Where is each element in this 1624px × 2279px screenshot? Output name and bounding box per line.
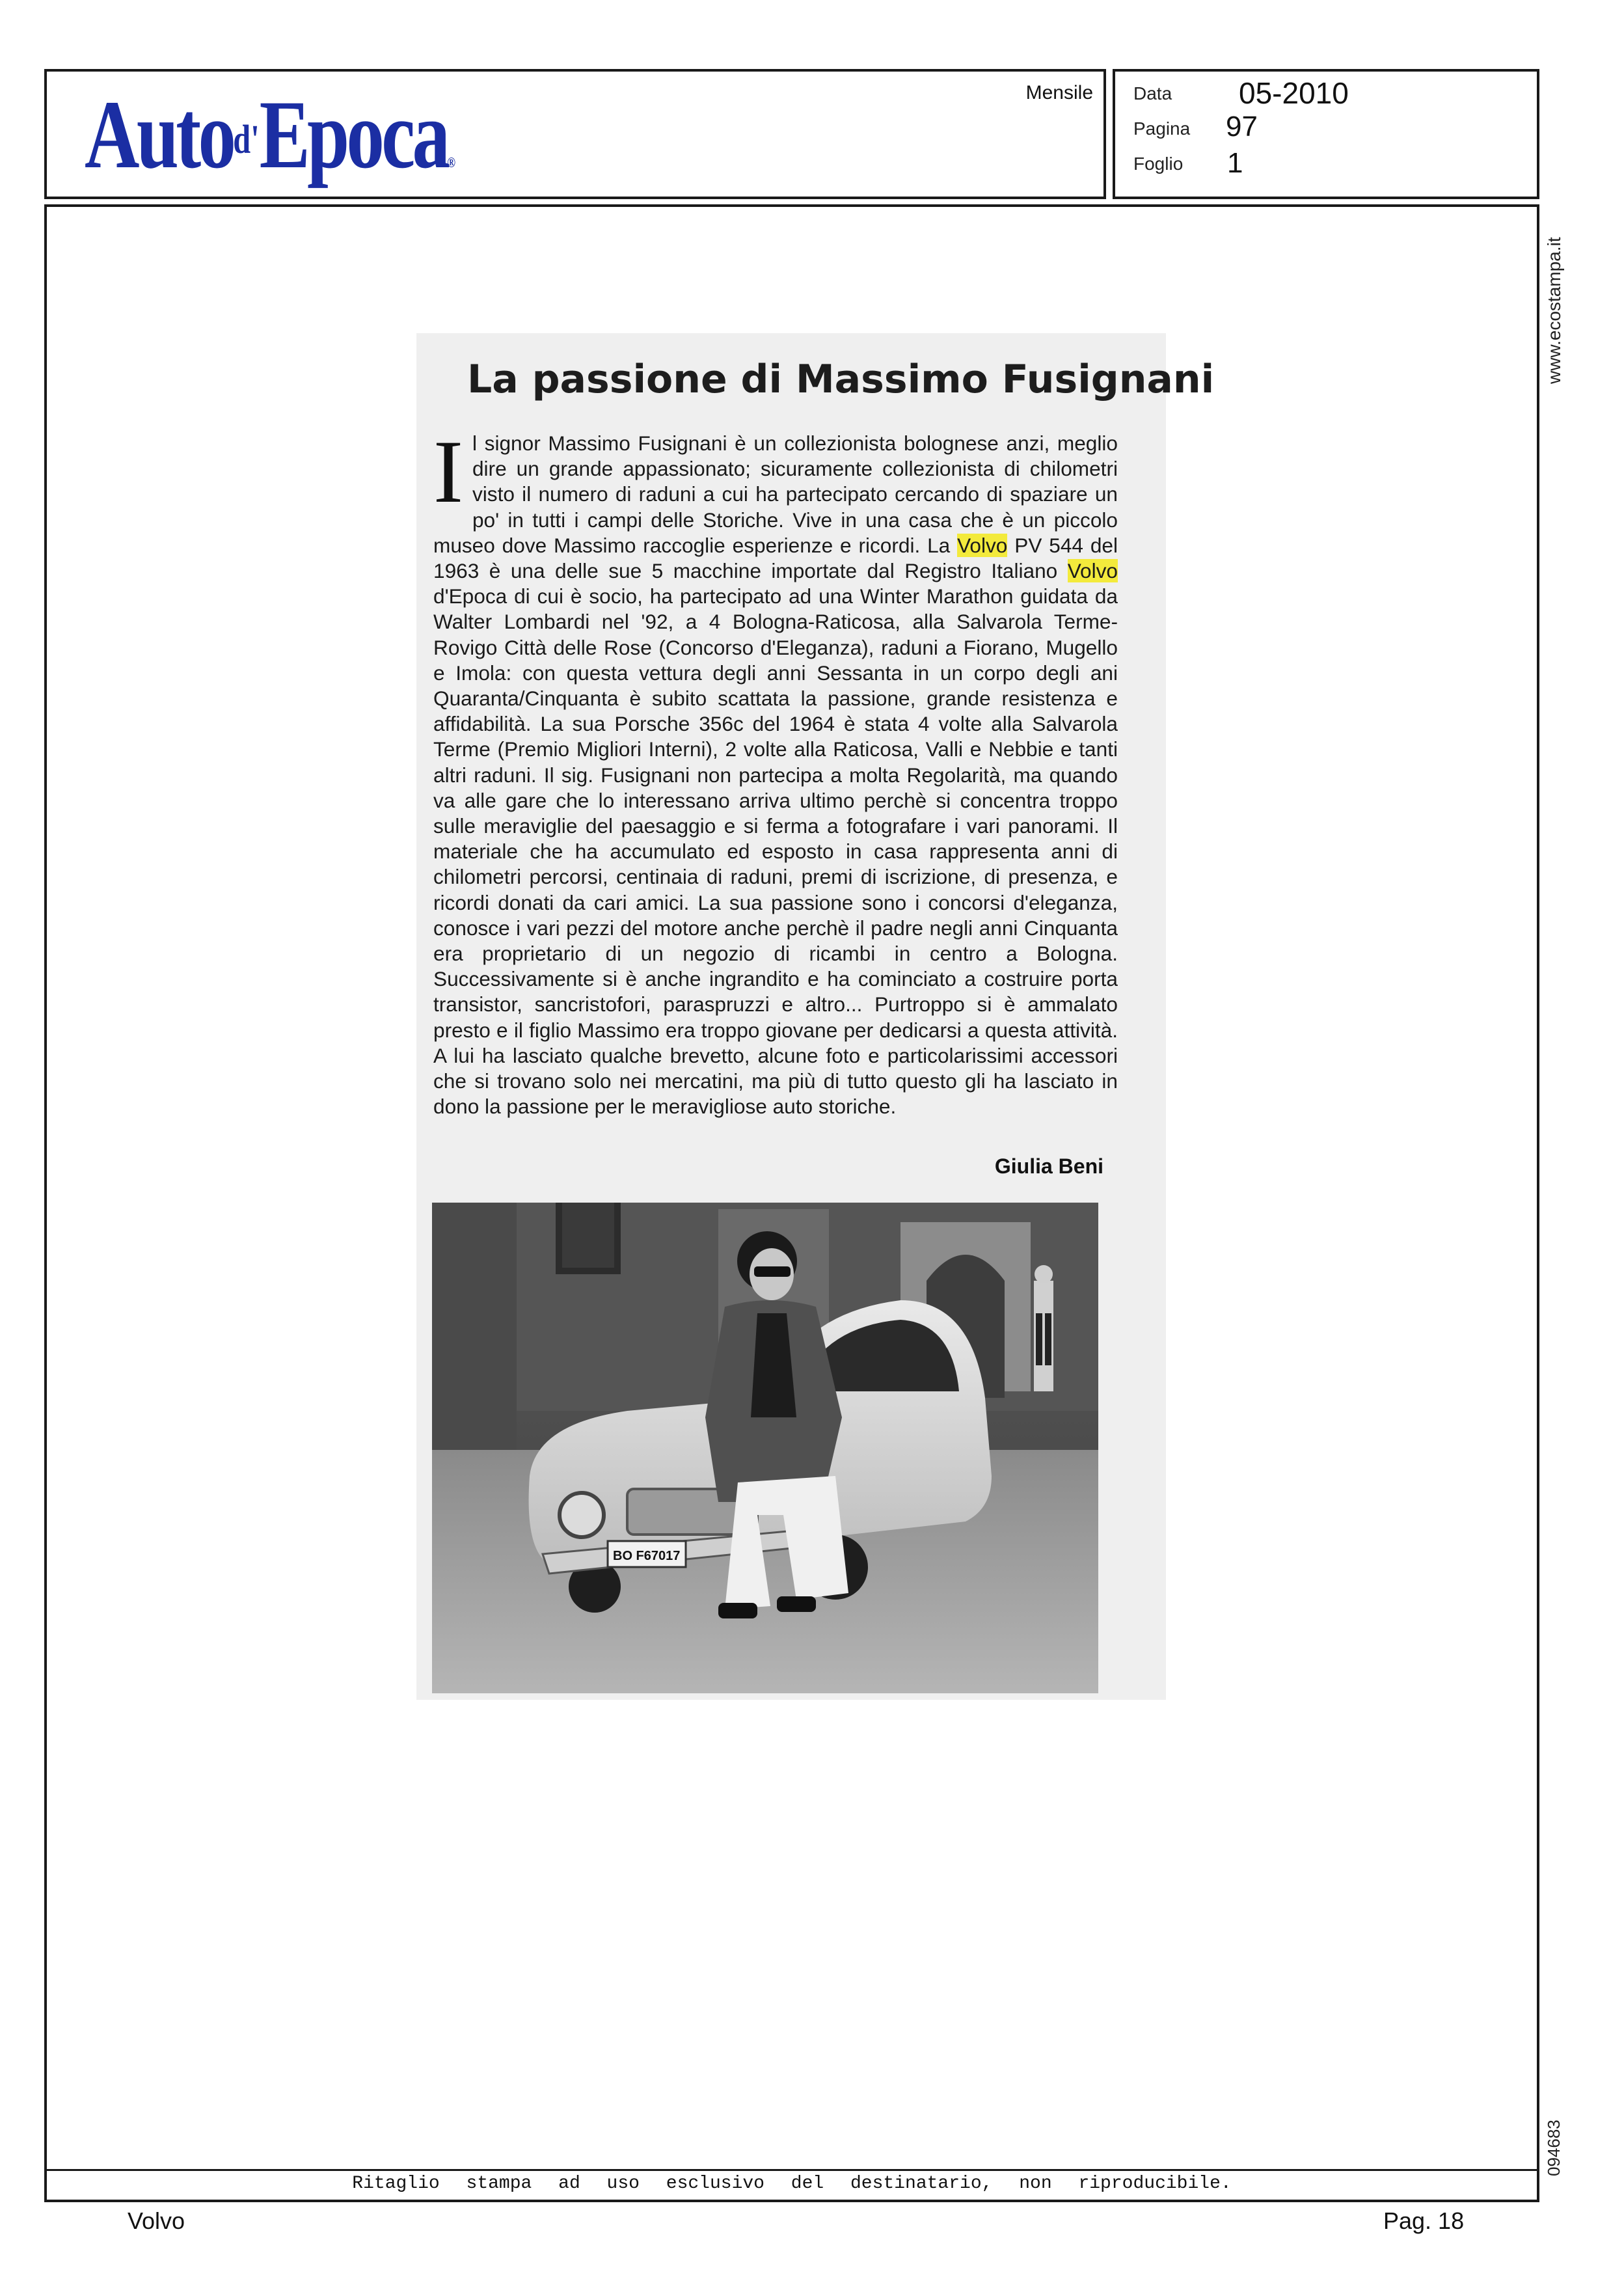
footer-page-number: Pag. 18	[1383, 2207, 1465, 2234]
highlight-volvo: Volvo	[957, 533, 1008, 557]
article-author: Giulia Beni	[994, 1154, 1103, 1178]
data-value: 05-2010	[1239, 76, 1349, 110]
highlight-volvo: Volvo	[1067, 559, 1118, 583]
article-title: La passione di Massimo Fusignani	[467, 357, 1215, 402]
footer-topic: Volvo	[128, 2207, 185, 2234]
license-plate: BO F67017	[613, 1549, 681, 1563]
website-vertical: www.ecostampa.it	[1544, 237, 1564, 384]
foglio-label: Foglio	[1133, 154, 1184, 174]
publication-logo: Auto$^{d'}$Epoca®	[85, 81, 456, 189]
pagina-value: 97	[1226, 111, 1258, 143]
data-label: Data	[1133, 83, 1172, 103]
drop-cap: I	[433, 422, 463, 521]
frequency-label: Mensile	[1025, 82, 1093, 103]
reproduction-notice-bar	[47, 2169, 1537, 2200]
header-masthead	[44, 69, 1106, 199]
header-metadata	[1113, 69, 1539, 199]
pagina-label: Pagina	[1133, 118, 1191, 139]
article-clipping	[416, 333, 1215, 1700]
archive-code-vertical: 094683	[1544, 2120, 1563, 2176]
article-photo	[432, 1203, 1098, 1693]
foglio-value: 1	[1227, 147, 1243, 179]
reproduction-notice: Ritaglio stampa ad uso esclusivo del destinatario, non riproducibile.	[352, 2174, 1232, 2194]
article-body: Il signor Massimo Fusignani è un collezionista bolognese anzi, meglio dire un grande appassionato; sicuramente collezionista di chilometri visto il numero di raduni a cui ha partecipato cercando di spaziare un po' in tutti i campi delle Storiche. Vive in una casa che è un piccolo museo dove Massimo raccoglie esperienze e ricordi. La Volvo PV 544 del 1963 è una delle sue 5 macchine importate dal Registro Italiano Volvo d'Epoca di cui è socio, ha partecipato ad una Winter Marathon guidata da Walter Lombardi nel '92, a 4 Bologna-Raticosa, alla Salvarola Terme-Rovigo Città delle Rose (Concorso d'Eleganza), raduni a Fiorano, Mugello e Imola: con questa vettura degli anni Sessanta in un corpo degli ani Quaranta/Cinquanta è subito scattata la passione, grande resistenza e affidabilità. La sua Porsche 356c del 1964 è stata 4 volte alla Salvarola Terme (Premio Migliori Interni), 2 volte alla Raticosa, Valli e Nebbie e tanti altri raduni. Il sig. Fusignani non partecipa a molta Regolarità, ma quando va alle gare che lo interessano arriva ultimo perchè si concentra troppo sulle meraviglie del paesaggio e si ferma a fotografare i vari panorami. Il materiale che ha accumulato ed esposto in casa rappresenta anni di chilometri percorsi, centinaia di raduni, premi di iscrizione, di presenza, e ricordi donati da cari amici. La sua passione sono i concorsi d'eleganza, conosce i vari pezzi del motore anche perchè il padre negli anni Cinquanta era proprietario di un negozio di ricambi in centro a Bologna. Successivamente si è anche ingrandito e ha cominciato a costruire porta transistor, sancristofori, paraspruzzi e altro... Purtroppo si è ammalato presto e il figlio Massimo era troppo giovane per dedicarsi a questa attività. A lui ha lasciato qualche brevetto, alcune foto e particolarissimi accessori che si trovano solo nei mercatini, ma più di tutto questo gli ha lasciato in dono la passione per le meravigliose auto storiche.	[433, 422, 1118, 1119]
